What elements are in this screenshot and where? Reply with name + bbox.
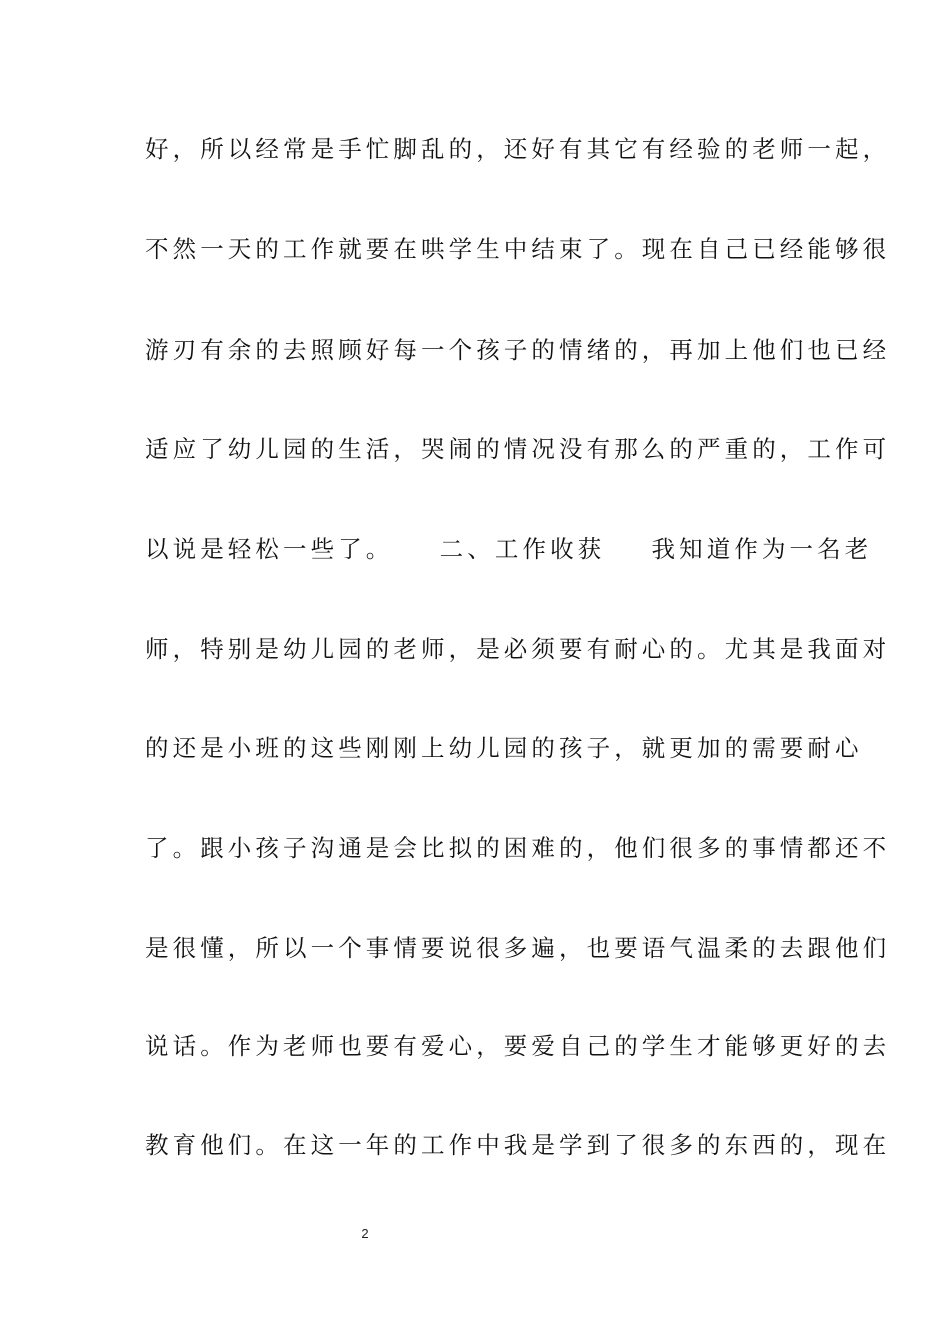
body-text-line: 说话。作为老师也要有爱心，要爱自己的学生才能够更好的去: [145, 1032, 891, 1060]
body-text-line: 了。跟小孩子沟通是会比拟的困难的，他们很多的事情都还不: [145, 834, 891, 862]
body-text-line: 师，特别是幼儿园的老师，是必须要有耐心的。尤其是我面对: [145, 635, 891, 663]
body-text-line: 以说是轻松一些了。 二、工作收获 我知道作为一名老: [145, 535, 873, 563]
body-text-line: 游刃有余的去照顾好每一个孩子的情绪的，再加上他们也已经: [145, 336, 891, 364]
body-text-line: 的还是小班的这些刚刚上幼儿园的孩子，就更加的需要耐心: [145, 734, 863, 762]
body-text-line: 不然一天的工作就要在哄学生中结束了。现在自己已经能够很: [145, 235, 891, 263]
body-text-line: 教育他们。在这一年的工作中我是学到了很多的东西的，现在: [145, 1131, 891, 1159]
body-text-line: 好，所以经常是手忙脚乱的，还好有其它有经验的老师一起，: [145, 135, 891, 163]
page-number: 2: [361, 1226, 369, 1241]
body-text-line: 是很懂，所以一个事情要说很多遍，也要语气温柔的去跟他们: [145, 934, 891, 962]
body-text-line: 适应了幼儿园的生活，哭闹的情况没有那么的严重的，工作可: [145, 435, 891, 463]
